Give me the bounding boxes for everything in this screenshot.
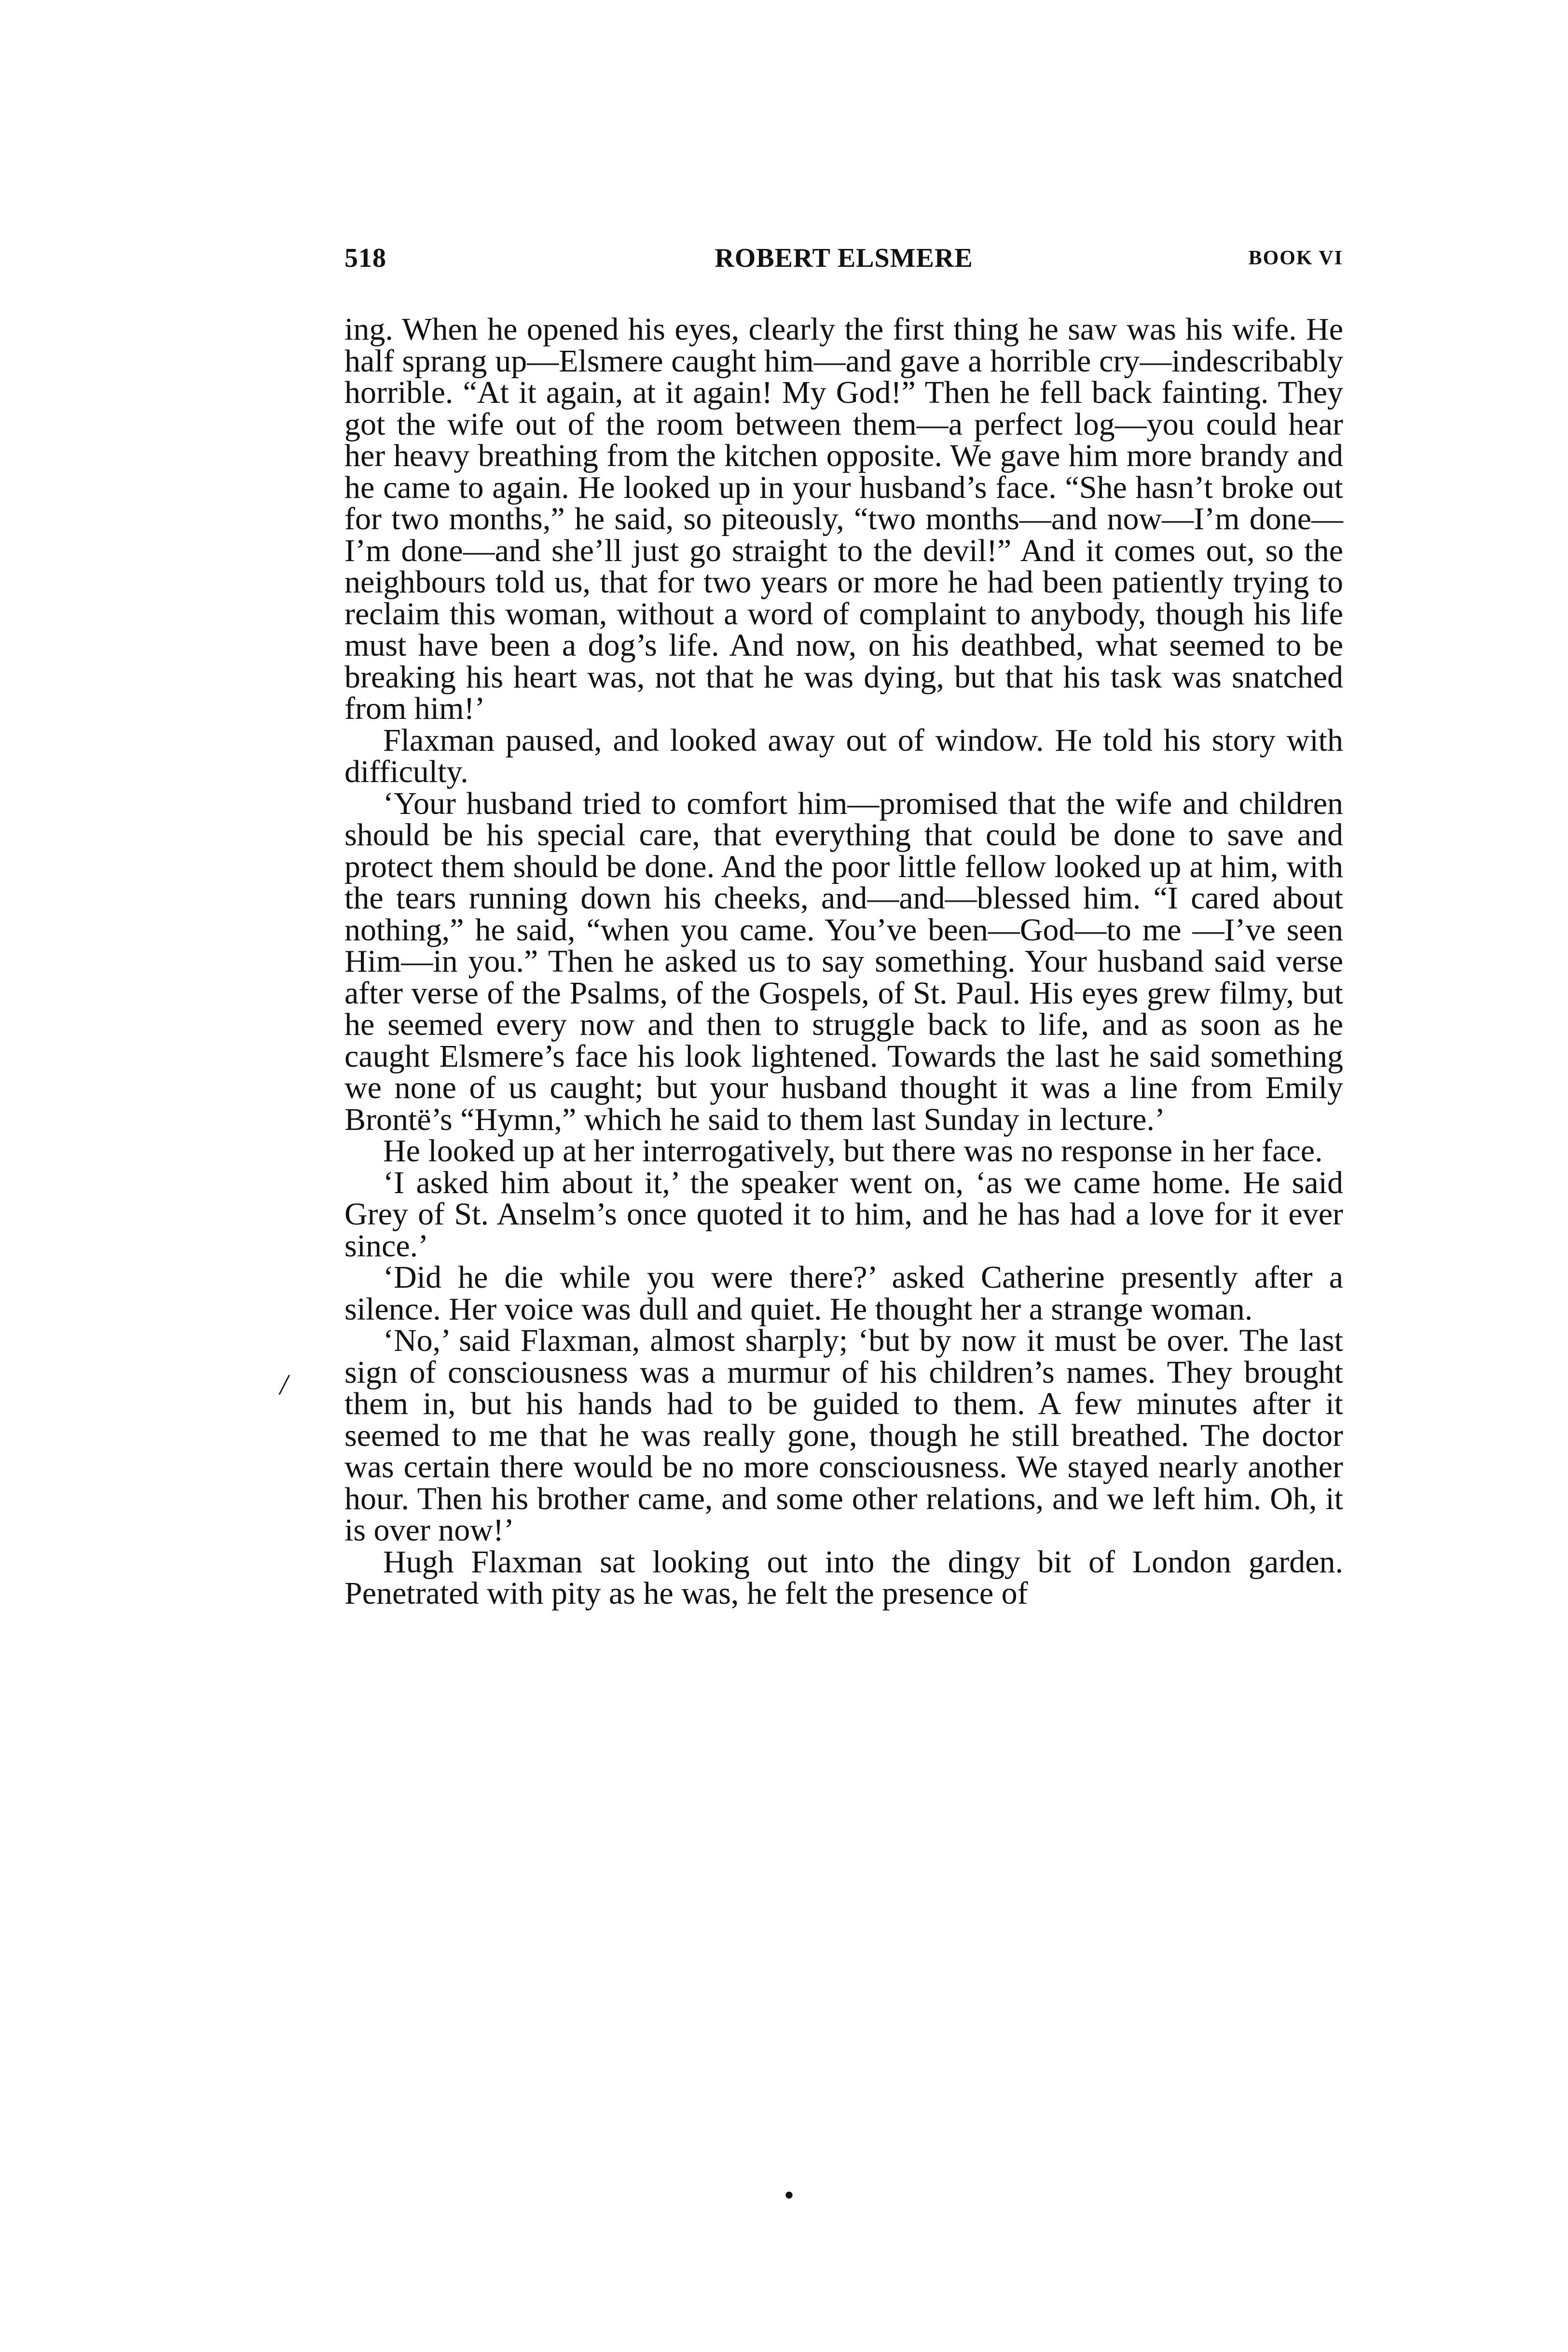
paragraph: He looked up at her interrogatively, but there was no response in her face. — [383, 1133, 1323, 1169]
margin-mark: / — [280, 1369, 288, 1401]
running-header — [344, 239, 1343, 277]
paragraph: ‘Did he die while you were there?’ asked Catherine presently after a silence. Her voice was dull and quiet. He thought her a strange woman. — [344, 1260, 1343, 1327]
paragraph: Hugh Flaxman sat looking out into the dingy bit of London garden. Penetrated with pity as he was, he felt the presence of — [344, 1544, 1343, 1611]
paragraph: Flaxman paused, and looked away out of window. He told his story with difficulty. — [344, 722, 1343, 789]
paragraph: ‘I asked him about it,’ the speaker went on, ‘as we came home. He said Grey of St. Anselm’s once quoted it to him, and he has had a love for it ever since.’ — [344, 1165, 1343, 1264]
running-title: ROBERT ELSMERE — [715, 243, 973, 273]
body-text — [344, 314, 1343, 1609]
page-number: 518 — [344, 243, 386, 273]
paragraph: ‘No,’ said Flaxman, almost sharply; ‘but by now it must be over. The last sign of consciousness was a murmur of his children’s names. They brought them in, but his hands had to be guided to them. A few minutes after it seemed to me that he was really gone, though he still breathed. The doctor was certain there would be no more consciousness. We stayed nearly another hour. Then his brother came, and some other relations, and we left him. Oh, it is over now!’ — [344, 1323, 1343, 1548]
paragraph: ‘Your husband tried to comfort him—promised that the wife and children should be his special care, that everything that could be done to save and protect them should be done. And the poor little fellow looked up at him, with the tears running down his cheeks, and—and—blessed him. “I cared about nothing,” he said, “when you came. You’ve been—God—to me —I’ve seen Him—in you.” Then he asked us to say something. Your husband said verse after verse of the Psalms, of the Gospels, of St. Paul. His eyes grew filmy, but he seemed every now and then to struggle back to life, and as soon as he caught Elsmere’s face his look lightened. Towards the last he said something we none of us caught; but your husband thought it was a line from Emily Brontë’s “Hymn,” which he said to them last Sunday in lecture.’ — [344, 785, 1343, 1137]
book-marker: BOOK VI — [1248, 247, 1343, 269]
paragraph: ing. When he opened his eyes, clearly the first thing he saw was his wife. He half sprang up—Elsmere caught him—and gave a horrible cry—indescribably horrible. “At it again, at it again! My God!” Then he fell back fainting. They got the wife out of the room between them—a perfect log—you could hear her heavy breathing from the kitchen opposite. We gave him more brandy and he came to again. He looked up in your husband’s face. “She hasn’t broke out for two months,” he said, so piteously, “two months—and now—I’m done—I’m done—and she’ll just go straight to the devil!” And it comes out, so the neighbours told us, that for two years or more he had been patiently trying to reclaim this woman, without a word of complaint to anybody, though his life must have been a dog’s life. And now, on his deathbed, what seemed to be breaking his heart was, not that he was dying, but that his task was snatched from him!’ — [344, 312, 1343, 726]
bottom-mark: • — [784, 2179, 795, 2211]
